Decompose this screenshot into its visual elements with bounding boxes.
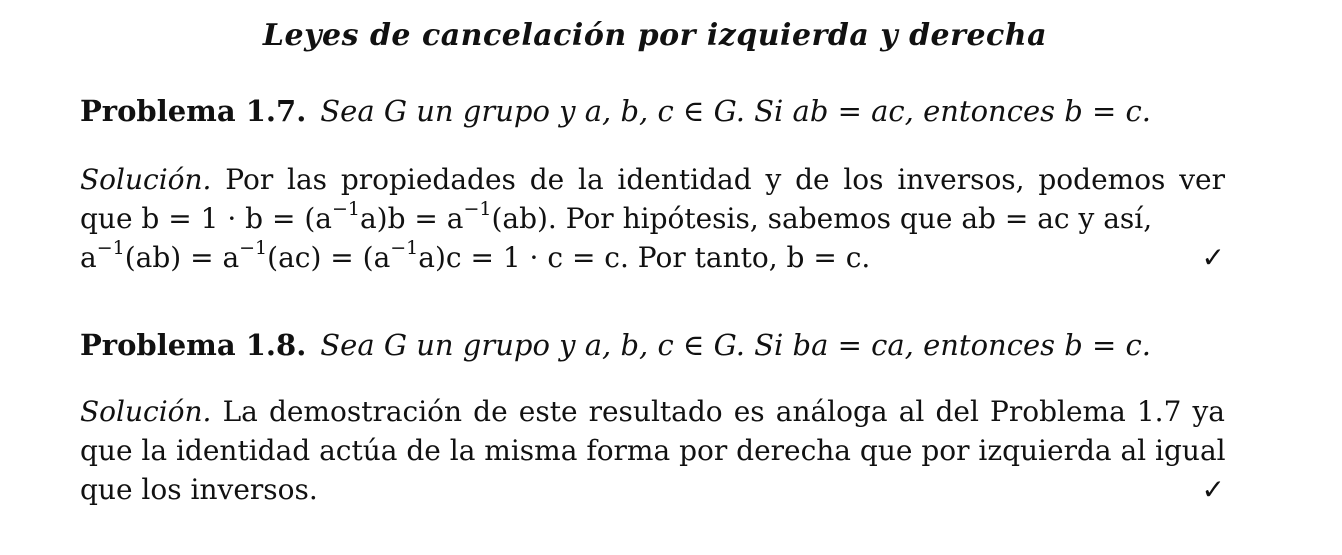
solution-1-7-line-3	[80, 238, 1225, 277]
problem-1-8	[80, 326, 1225, 365]
solution-1-8-line-1	[80, 392, 1225, 431]
section-title: Leyes de cancelación por izquierda y derecha	[262, 18, 1048, 53]
exponent-inverse: −1	[331, 198, 360, 220]
solution-1-8-line-2	[80, 431, 1225, 470]
solution-1-7	[80, 160, 1225, 277]
solution-1-7-line-1	[80, 160, 1225, 199]
problem-1-8-label: Problema 1.8.	[80, 328, 307, 362]
solution-1-7-text-2b: a)b = a	[359, 202, 464, 235]
solution-1-7-text-3b: (ab) = a	[124, 241, 240, 274]
problem-1-7	[80, 92, 1225, 131]
checkmark-icon: ✓	[1201, 241, 1225, 274]
solution-1-8-text-1: La demostración de este resultado es análoga al del Problema 1.7 ya	[222, 395, 1225, 428]
exponent-inverse: −1	[239, 237, 268, 259]
solution-1-8-line-3	[80, 470, 1225, 509]
solution-1-8-label: Solución.	[80, 395, 212, 428]
solution-1-8-text-2: que la identidad actúa de la misma forma por derecha que por izquierda al igual	[80, 434, 1226, 467]
problem-1-8-statement: Sea G un grupo y a, b, c ∈ G. Si ba = ca, entonces b = c.	[320, 328, 1151, 362]
solution-1-7-text-3a: a	[80, 241, 97, 274]
exponent-inverse: −1	[390, 237, 419, 259]
problem-1-7-statement: Sea G un grupo y a, b, c ∈ G. Si ab = ac, entonces b = c.	[320, 94, 1151, 128]
solution-1-7-label: Solución.	[80, 163, 212, 196]
solution-1-8	[80, 392, 1225, 509]
exponent-inverse: −1	[463, 198, 492, 220]
solution-1-7-text-2c: (ab). Por hipótesis, sabemos que ab = ac y así,	[491, 202, 1153, 235]
solution-1-7-text-2a: que b = 1 · b = (a	[80, 202, 332, 235]
solution-1-7-text-1: Por las propiedades de la identidad y de los inversos, podemos ver	[225, 163, 1225, 196]
problem-1-7-label: Problema 1.7.	[80, 94, 307, 128]
solution-1-7-text-3d: a)c = 1 · c = c. Por tanto, b = c.	[418, 241, 871, 274]
exponent-inverse: −1	[96, 237, 125, 259]
solution-1-7-text-3c: (ac) = (a	[267, 241, 391, 274]
solution-1-8-text-3: que los inversos.	[80, 473, 318, 506]
checkmark-icon: ✓	[1201, 473, 1225, 506]
solution-1-7-line-2	[80, 199, 1225, 238]
